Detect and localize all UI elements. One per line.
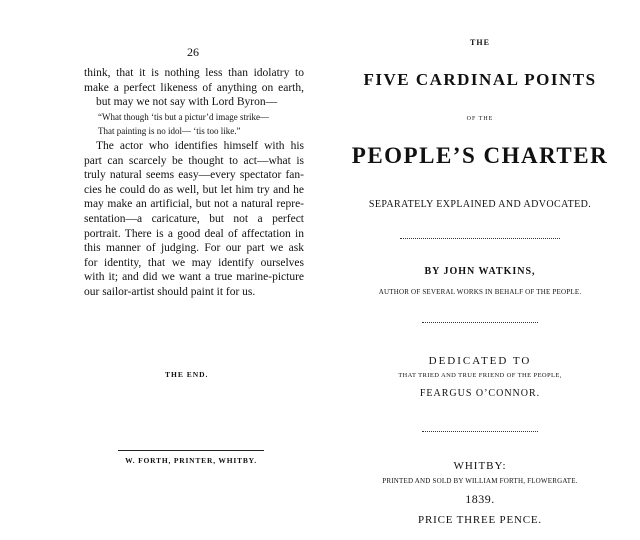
price: PRICE THREE PENCE. (418, 514, 542, 526)
text-line: our sailor-artist should paint it for us. (84, 285, 256, 298)
text-line: sentation—a caricature, but not a perfect (84, 212, 304, 225)
dedication-heading: DEDICATED TO (428, 355, 532, 367)
title-the: THE (470, 38, 490, 47)
subtitle: SEPARATELY EXPLAINED AND ADVOCATED. (368, 199, 592, 210)
text-line: think, that it is nothing less than idolatry to (84, 67, 304, 79)
author-description: AUTHOR OF SEVERAL WORKS IN BEHALF OF THE PEOPLE. (378, 288, 582, 296)
printer-rule (118, 450, 264, 451)
text-line: cies he could do as well, but let him try and he (84, 183, 304, 196)
text-line: part can scarcely be thought to act—what is (84, 154, 304, 167)
title-of-the: OF THE (466, 116, 494, 122)
dotted-rule (422, 431, 538, 432)
text-line: truly natural seems easy—every spectator fan- (84, 169, 304, 182)
text-line: make a perfect likeness of anything on earth, (84, 81, 304, 94)
title-page (320, 0, 640, 540)
text-line: with it; and did we want a true marine-picture (84, 271, 304, 284)
body-text (84, 66, 304, 300)
page-number: 26 (187, 45, 199, 59)
title-five-cardinal-points: FIVE CARDINAL POINTS (363, 70, 597, 89)
quote-line: “What though ‘tis but a pictur’d image strike— (98, 111, 270, 122)
dedication-text: THAT TRIED AND TRUE FRIEND OF THE PEOPLE, (398, 372, 562, 379)
text-line: The actor who identifies himself with his (96, 139, 304, 152)
text-line: but may we not say with Lord Byron— (96, 96, 278, 109)
quote-line: That painting is no idol— ‘tis too like.” (98, 126, 241, 137)
imprint-printer: PRINTED AND SOLD BY WILLIAM FORTH, FLOWERGATE. (382, 477, 578, 485)
dotted-rule (422, 322, 538, 323)
author-name: BY JOHN WATKINS, (424, 266, 536, 277)
printer-imprint: W. FORTH, PRINTER, WHITBY. (125, 456, 257, 465)
dedicatee-name: FEARGUS O’CONNOR. (419, 388, 541, 399)
title-peoples-charter: PEOPLE’S CHARTER (351, 143, 609, 168)
text-line: this manner of judging. For our part we ask (84, 242, 304, 255)
imprint-place: WHITBY: (453, 460, 507, 472)
text-line: for identity, that we may identify ourselves (84, 256, 304, 269)
text-line: may make an artificial, but not a natural repre- (84, 198, 304, 211)
imprint-year: 1839. (465, 492, 495, 506)
text-line: portrait. There is a good deal of affectation in (84, 227, 304, 240)
end-mark: THE END. (165, 370, 209, 379)
dotted-rule (400, 238, 560, 239)
